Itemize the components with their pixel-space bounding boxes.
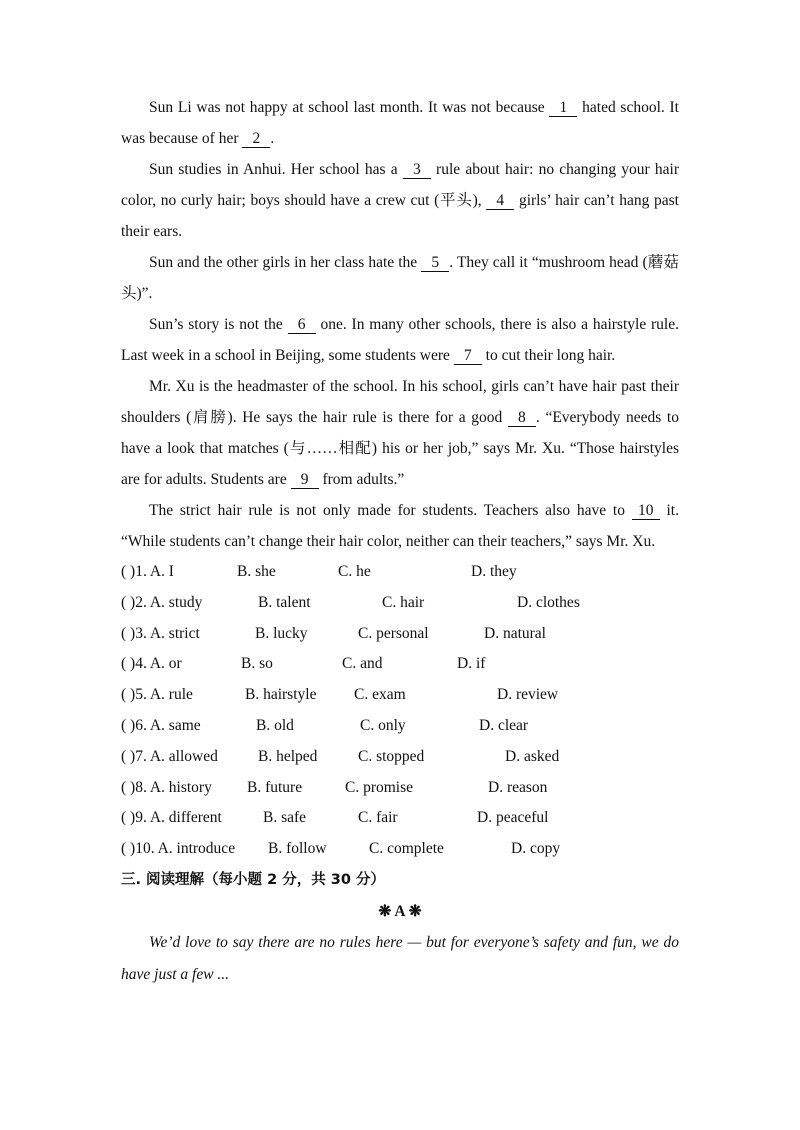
question-row <box>121 619 679 650</box>
passage-text: Sun studies in Anhui. Her school has a <box>149 161 403 178</box>
question-row <box>121 557 679 588</box>
question-row <box>121 834 679 865</box>
option-b: B. future <box>247 778 303 796</box>
question-number-option-a[interactable]: ( )1. A. I <box>121 563 174 580</box>
option-b: B. lucky <box>255 624 308 642</box>
blank-10: 10 <box>632 502 660 520</box>
blank-6: 6 <box>288 316 316 334</box>
options-list <box>121 557 679 865</box>
question-number-option-a[interactable]: ( )3. A. strict <box>121 624 200 642</box>
question-row <box>121 773 679 804</box>
question-row <box>121 742 679 773</box>
question-number-option-a[interactable]: ( )4. A. or <box>121 655 182 673</box>
passage-text: from adults.” <box>318 471 405 488</box>
passage-text: Sun and the other girls in her class hate the <box>149 254 422 271</box>
passage-text: The strict hair rule is not only made for students. Teachers also have to <box>149 502 632 519</box>
blank-2: 2 <box>242 130 270 148</box>
question-row <box>121 649 679 680</box>
passage-text: girls’ hair can’t hang past their ears. <box>121 192 679 240</box>
option-d: D. reason <box>488 778 548 796</box>
option-d: D. asked <box>505 747 560 765</box>
option-c: C. hair <box>382 593 425 611</box>
question-row <box>121 588 679 619</box>
question-number-option-a[interactable]: ( )5. A. rule <box>121 686 193 704</box>
passage-paragraph-2 <box>121 154 679 247</box>
option-c: C. complete <box>369 840 444 858</box>
question-number-option-a[interactable]: ( )10. A. introduce <box>121 840 236 858</box>
question-row <box>121 803 679 834</box>
section-heading: 三. 阅读理解（每小题 2 分，共 30 分） <box>121 871 386 888</box>
passage-text: Sun Li was not happy at school last month. It was not because <box>149 99 550 116</box>
option-d: D. they <box>471 563 517 580</box>
option-b: B. so <box>241 655 273 673</box>
option-d: D. if <box>457 655 486 673</box>
option-b: B. talent <box>258 593 311 611</box>
option-c: C. exam <box>354 686 406 704</box>
passage-paragraph-6 <box>121 495 679 557</box>
option-b: B. follow <box>268 840 327 858</box>
option-c: C. he <box>338 563 371 580</box>
option-d: D. natural <box>484 624 546 642</box>
intro-text: We’d love to say there are no rules here — but for everyone’s safety and fun, we do have just a few ... <box>121 933 679 983</box>
blank-8: 8 <box>508 409 536 427</box>
blank-4: 4 <box>486 192 514 210</box>
option-c: C. stopped <box>358 747 425 765</box>
question-number-option-a[interactable]: ( )6. A. same <box>121 716 201 734</box>
question-number-option-a[interactable]: ( )9. A. different <box>121 809 222 827</box>
part-title: ❋ A ❋ <box>378 902 422 920</box>
option-c: C. and <box>342 655 383 673</box>
passage-text: one. In many other schools, there is also a hairstyle rule. Last week in a school in Beijing, some students were <box>121 316 679 364</box>
passage-paragraph-5 <box>121 371 679 495</box>
passage-text: to cut their long hair. <box>481 347 616 364</box>
option-c: C. only <box>360 716 406 734</box>
passage-text: . <box>270 130 275 147</box>
option-d: D. review <box>497 686 559 704</box>
question-row <box>121 680 679 711</box>
worksheet-page <box>121 92 679 991</box>
blank-9: 9 <box>291 471 319 489</box>
question-row <box>121 711 679 742</box>
option-d: D. copy <box>511 840 561 858</box>
passage-text: . “Everybody needs to have a look that matches (与……相配) his or her job,” says Mr. Xu. “Those hairstyles are for adults. Students are <box>121 409 679 488</box>
option-b: B. old <box>256 716 294 734</box>
option-d: D. peaceful <box>477 809 549 827</box>
option-b: B. hairstyle <box>245 686 317 704</box>
blank-5: 5 <box>421 254 449 272</box>
option-b: B. she <box>237 563 276 580</box>
passage-text: Mr. Xu is the headmaster of the school. In his school, girls can’t have hair past their shoulders (肩膀). He says the hair rule is there for a good <box>121 378 679 426</box>
option-d: D. clothes <box>517 593 580 611</box>
passage-paragraph-4 <box>121 309 679 371</box>
passage-text: it. “While students can’t change their hair color, neither can their teachers,” says Mr. Xu. <box>121 502 679 550</box>
option-c: C. fair <box>358 809 398 827</box>
option-c: C. promise <box>345 778 414 796</box>
passage-text: . They call it “mushroom head (蘑菇头)”. <box>121 254 679 302</box>
option-c: C. personal <box>358 624 429 642</box>
option-d: D. clear <box>479 716 529 734</box>
question-number-option-a[interactable]: ( )2. A. study <box>121 593 203 611</box>
passage-text: hated school. It was because of her <box>121 99 679 147</box>
blank-7: 7 <box>454 347 482 365</box>
passage-text: Sun’s story is not the <box>149 316 288 333</box>
option-b: B. safe <box>263 809 307 827</box>
question-number-option-a[interactable]: ( )8. A. history <box>121 778 212 796</box>
question-number-option-a[interactable]: ( )7. A. allowed <box>121 747 218 765</box>
passage-paragraph-3 <box>121 247 679 309</box>
passage-paragraph-1 <box>121 92 679 154</box>
passage-text: rule about hair: no changing your hair color, no curly hair; boys should have a crew cut (平头), <box>121 161 679 209</box>
blank-1: 1 <box>549 99 577 117</box>
blank-3: 3 <box>403 161 431 179</box>
option-b: B. helped <box>258 747 318 765</box>
